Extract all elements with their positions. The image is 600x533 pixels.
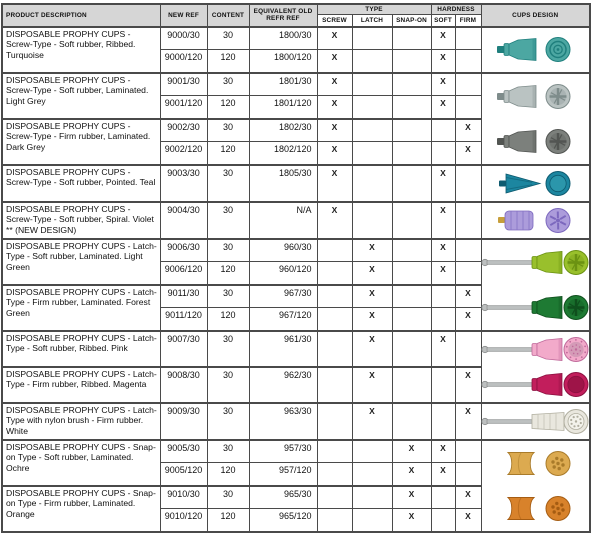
old-ref-cell: 960/120	[249, 262, 317, 285]
hardness-soft-mark: X	[431, 50, 455, 73]
table-row	[2, 27, 590, 50]
type-screw-mark	[317, 308, 352, 331]
hardness-soft-mark	[431, 509, 455, 532]
content-cell: 30	[207, 119, 249, 142]
new-ref-cell: 9003/30	[160, 165, 207, 202]
type-screw-mark	[317, 463, 352, 486]
hardness-soft-mark: X	[431, 239, 455, 262]
product-description-cell: DISPOSABLE PROPHY CUPS - Screw-Type - Soft rubber, Spiral. Violet ** (NEW DESIGN)	[2, 202, 160, 239]
new-ref-cell: 9011/120	[160, 308, 207, 331]
hardness-soft-mark: X	[431, 463, 455, 486]
type-screw-mark	[317, 440, 352, 463]
content-cell: 30	[207, 239, 249, 262]
hardness-firm-mark	[455, 331, 481, 367]
header-new-ref: NEW REF	[160, 4, 207, 27]
type-snap-on-mark	[392, 285, 431, 308]
type-latch-mark	[352, 73, 392, 96]
type-snap-on-mark: X	[392, 509, 431, 532]
hardness-firm-mark	[455, 239, 481, 262]
type-snap-on-mark: X	[392, 440, 431, 463]
new-ref-cell: 9008/30	[160, 367, 207, 403]
table-row	[2, 239, 590, 262]
type-latch-mark	[352, 463, 392, 486]
type-latch-mark: X	[352, 285, 392, 308]
type-snap-on-mark	[392, 403, 431, 440]
product-description-cell: DISPOSABLE PROPHY CUPS - Snap-on Type - Soft rubber, Laminated. Ochre	[2, 440, 160, 486]
hardness-firm-mark: X	[455, 142, 481, 165]
type-snap-on-mark	[392, 262, 431, 285]
violet-spiral-cup-design-cell	[481, 202, 590, 239]
hardness-soft-mark	[431, 367, 455, 403]
type-screw-mark: X	[317, 165, 352, 202]
product-description-cell: DISPOSABLE PROPHY CUPS - Latch-Type - Firm rubber, Ribbed. Magenta	[2, 367, 160, 403]
hardness-firm-mark: X	[455, 119, 481, 142]
type-screw-mark	[317, 262, 352, 285]
content-cell: 120	[207, 50, 249, 73]
type-screw-mark	[317, 331, 352, 367]
hardness-soft-mark: X	[431, 262, 455, 285]
content-cell: 30	[207, 202, 249, 239]
hardness-soft-mark	[431, 486, 455, 509]
old-ref-cell: 1800/30	[249, 27, 317, 50]
hardness-firm-mark	[455, 262, 481, 285]
type-latch-mark	[352, 509, 392, 532]
product-description-cell: DISPOSABLE PROPHY CUPS - Screw-Type - Firm rubber, Laminated. Dark Grey	[2, 119, 160, 165]
content-cell: 120	[207, 262, 249, 285]
type-snap-on-mark	[392, 331, 431, 367]
content-cell: 120	[207, 96, 249, 119]
type-snap-on-mark: X	[392, 463, 431, 486]
type-screw-mark: X	[317, 50, 352, 73]
hardness-firm-mark	[455, 440, 481, 463]
old-ref-cell: 967/120	[249, 308, 317, 331]
new-ref-cell: 9001/30	[160, 73, 207, 96]
cup-design-images	[482, 332, 590, 402]
type-snap-on-mark	[392, 165, 431, 202]
old-ref-cell: 957/30	[249, 440, 317, 463]
type-latch-mark	[352, 486, 392, 509]
type-latch-mark: X	[352, 262, 392, 285]
content-cell: 120	[207, 509, 249, 532]
type-snap-on-mark: X	[392, 486, 431, 509]
content-cell: 30	[207, 403, 249, 440]
header-hardness-firm: FIRM	[455, 15, 481, 27]
content-cell: 120	[207, 142, 249, 165]
type-latch-mark: X	[352, 367, 392, 403]
old-ref-cell: 957/120	[249, 463, 317, 486]
type-screw-mark	[317, 367, 352, 403]
cup-design-images	[482, 240, 590, 330]
header-hardness: HARDNESS	[431, 4, 481, 15]
snapon-cup-image	[496, 446, 574, 481]
brush-cup-image	[480, 404, 590, 439]
old-ref-cell: 1802/120	[249, 142, 317, 165]
new-ref-cell: 9006/120	[160, 262, 207, 285]
product-description-cell: DISPOSABLE PROPHY CUPS - Snap-on Type - Firm rubber, Laminated. Orange	[2, 486, 160, 532]
product-description-cell: DISPOSABLE PROPHY CUPS - Screw-Type - Soft rubber, Ribbed. Turquoise	[2, 27, 160, 73]
white-brush-cup-design-cell	[481, 403, 590, 440]
type-latch-mark	[352, 27, 392, 50]
latch-cup-image	[480, 367, 590, 402]
old-ref-cell: 1801/120	[249, 96, 317, 119]
hardness-soft-mark: X	[431, 202, 455, 239]
type-latch-mark: X	[352, 403, 392, 440]
hardness-firm-mark: X	[455, 367, 481, 403]
type-screw-mark: X	[317, 202, 352, 239]
hardness-firm-mark	[455, 50, 481, 73]
type-screw-mark: X	[317, 96, 352, 119]
new-ref-cell: 9004/30	[160, 202, 207, 239]
new-ref-cell: 9002/120	[160, 142, 207, 165]
new-ref-cell: 9007/30	[160, 331, 207, 367]
cup-design-images	[482, 74, 590, 164]
product-description-cell: DISPOSABLE PROPHY CUPS - Screw-Type - Soft rubber, Pointed. Teal	[2, 165, 160, 202]
product-description-cell: DISPOSABLE PROPHY CUPS - Screw-Type - Soft rubber, Laminated. Light Grey	[2, 73, 160, 119]
latch-cup-image	[480, 245, 590, 280]
table-row	[2, 73, 590, 96]
teal-pointed-cup-design-cell	[481, 165, 590, 202]
new-ref-cell: 9006/30	[160, 239, 207, 262]
snapon-cup-image	[496, 491, 574, 526]
grey-screw-cups-design-cell	[481, 73, 590, 165]
content-cell: 30	[207, 331, 249, 367]
spiral-cup-image	[496, 203, 574, 238]
hardness-firm-mark: X	[455, 486, 481, 509]
table-body	[2, 27, 590, 532]
type-screw-mark	[317, 486, 352, 509]
hardness-firm-mark: X	[455, 308, 481, 331]
type-snap-on-mark	[392, 73, 431, 96]
header-type-screw: SCREW	[317, 15, 352, 27]
cup-design-images	[482, 28, 590, 72]
hardness-soft-mark	[431, 403, 455, 440]
old-ref-cell: 960/30	[249, 239, 317, 262]
old-ref-cell: 1802/30	[249, 119, 317, 142]
type-latch-mark	[352, 440, 392, 463]
content-cell: 30	[207, 165, 249, 202]
hardness-firm-mark: X	[455, 509, 481, 532]
hardness-soft-mark: X	[431, 27, 455, 50]
hardness-firm-mark	[455, 96, 481, 119]
type-screw-mark	[317, 509, 352, 532]
table-header	[2, 4, 590, 27]
header-content: CONTENT	[207, 4, 249, 27]
hardness-soft-mark: X	[431, 440, 455, 463]
header-type-latch: LATCH	[352, 15, 392, 27]
header-product-description: PRODUCT DESCRIPTION	[2, 4, 160, 27]
turquoise-screw-cup-design-cell	[481, 27, 590, 73]
hardness-firm-mark	[455, 165, 481, 202]
header-cups-design: CUPS DESIGN	[481, 4, 590, 27]
latch-cup-image	[480, 290, 590, 325]
old-ref-cell: 961/30	[249, 331, 317, 367]
old-ref-cell: N/A	[249, 202, 317, 239]
old-ref-cell: 965/30	[249, 486, 317, 509]
content-cell: 120	[207, 308, 249, 331]
type-snap-on-mark	[392, 308, 431, 331]
hardness-soft-mark: X	[431, 96, 455, 119]
new-ref-cell: 9000/30	[160, 27, 207, 50]
old-ref-cell: 1805/30	[249, 165, 317, 202]
cup-design-images	[482, 404, 590, 439]
new-ref-cell: 9009/30	[160, 403, 207, 440]
product-description-cell: DISPOSABLE PROPHY CUPS - Latch-Type - Firm rubber, Laminated. Forest Green	[2, 285, 160, 331]
hardness-firm-mark	[455, 463, 481, 486]
type-latch-mark	[352, 165, 392, 202]
type-screw-mark	[317, 403, 352, 440]
new-ref-cell: 9010/120	[160, 509, 207, 532]
new-ref-cell: 9005/30	[160, 440, 207, 463]
type-snap-on-mark	[392, 239, 431, 262]
type-screw-mark	[317, 239, 352, 262]
type-snap-on-mark	[392, 50, 431, 73]
product-description-cell: DISPOSABLE PROPHY CUPS - Latch-Type - Soft rubber, Ribbed. Pink	[2, 331, 160, 367]
type-screw-mark: X	[317, 27, 352, 50]
prophy-cups-table	[1, 3, 591, 533]
hardness-firm-mark: X	[455, 403, 481, 440]
type-screw-mark: X	[317, 73, 352, 96]
new-ref-cell: 9010/30	[160, 486, 207, 509]
content-cell: 30	[207, 486, 249, 509]
old-ref-cell: 963/30	[249, 403, 317, 440]
type-snap-on-mark	[392, 96, 431, 119]
hardness-soft-mark	[431, 285, 455, 308]
hardness-soft-mark	[431, 308, 455, 331]
product-description-cell: DISPOSABLE PROPHY CUPS - Latch-Type with nylon brush - Firm rubber. White	[2, 403, 160, 440]
type-snap-on-mark	[392, 27, 431, 50]
type-latch-mark	[352, 96, 392, 119]
new-ref-cell: 9011/30	[160, 285, 207, 308]
hardness-soft-mark	[431, 119, 455, 142]
table-row	[2, 165, 590, 202]
type-latch-mark: X	[352, 239, 392, 262]
type-screw-mark	[317, 285, 352, 308]
hardness-firm-mark	[455, 73, 481, 96]
new-ref-cell: 9000/120	[160, 50, 207, 73]
old-ref-cell: 965/120	[249, 509, 317, 532]
hardness-firm-mark	[455, 202, 481, 239]
table-row	[2, 331, 590, 367]
content-cell: 30	[207, 285, 249, 308]
header-hardness-soft: SOFT	[431, 15, 455, 27]
screw-cup-image	[496, 32, 574, 67]
old-ref-cell: 1801/30	[249, 73, 317, 96]
hardness-soft-mark: X	[431, 73, 455, 96]
table-row	[2, 403, 590, 440]
screw-cup-image	[496, 79, 574, 114]
header-old-ref: EQUIVALENT OLD REFR REF	[249, 4, 317, 27]
content-cell: 30	[207, 27, 249, 50]
type-snap-on-mark	[392, 119, 431, 142]
cup-design-images	[482, 441, 590, 531]
new-ref-cell: 9002/30	[160, 119, 207, 142]
hardness-soft-mark: X	[431, 331, 455, 367]
hardness-firm-mark: X	[455, 285, 481, 308]
type-latch-mark	[352, 50, 392, 73]
ochre-orange-snapon-cups-design-cell	[481, 440, 590, 532]
header-type-snap-on: SNAP-ON	[392, 15, 431, 27]
pink-magenta-latch-cups-design-cell	[481, 331, 590, 403]
type-screw-mark: X	[317, 119, 352, 142]
type-latch-mark: X	[352, 331, 392, 367]
new-ref-cell: 9001/120	[160, 96, 207, 119]
content-cell: 30	[207, 440, 249, 463]
content-cell: 30	[207, 367, 249, 403]
cup-design-images	[482, 203, 590, 238]
table-row	[2, 440, 590, 463]
type-latch-mark	[352, 119, 392, 142]
new-ref-cell: 9005/120	[160, 463, 207, 486]
type-latch-mark: X	[352, 308, 392, 331]
header-type: TYPE	[317, 4, 431, 15]
type-snap-on-mark	[392, 142, 431, 165]
latch-cup-image	[480, 332, 590, 367]
old-ref-cell: 962/30	[249, 367, 317, 403]
green-latch-cups-design-cell	[481, 239, 590, 331]
hardness-soft-mark: X	[431, 165, 455, 202]
old-ref-cell: 967/30	[249, 285, 317, 308]
old-ref-cell: 1800/120	[249, 50, 317, 73]
type-snap-on-mark	[392, 367, 431, 403]
screw-cup-image	[496, 124, 574, 159]
type-snap-on-mark	[392, 202, 431, 239]
hardness-firm-mark	[455, 27, 481, 50]
content-cell: 30	[207, 73, 249, 96]
type-latch-mark	[352, 142, 392, 165]
type-screw-mark: X	[317, 142, 352, 165]
content-cell: 120	[207, 463, 249, 486]
cup-design-images	[482, 166, 590, 201]
pointed-cup-image	[496, 166, 574, 201]
type-latch-mark	[352, 202, 392, 239]
product-description-cell: DISPOSABLE PROPHY CUPS - Latch-Type - Soft rubber, Laminated. Light Green	[2, 239, 160, 285]
table-row	[2, 202, 590, 239]
hardness-soft-mark	[431, 142, 455, 165]
